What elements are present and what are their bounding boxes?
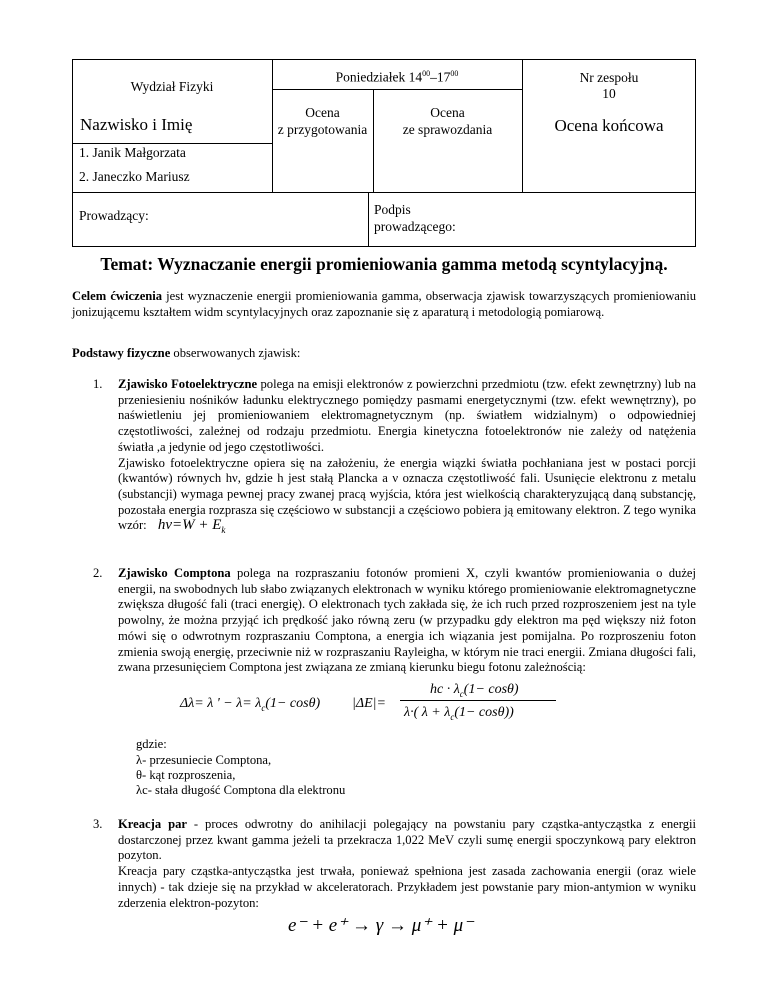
grade-final: Ocena końcowa (554, 116, 664, 135)
page-title: Temat: Wyznaczanie energii promieniowania gamma metodą scyntylacyjną. (100, 254, 668, 274)
name-label: Nazwisko i Imię (80, 115, 193, 134)
aim-paragraph: Celem ćwiczenia jest wyznaczenie energii promieniowania gamma, obserwacja zjawisk towarzyszących promieniowaniu jonizującemu kształtem widm scyntylacyjnych oraz zapoznanie się z aparaturą i metodologią pomiarową. (72, 289, 696, 319)
def-scatter-angle: θ- kąt rozproszenia, (136, 768, 236, 782)
fraction-bar (400, 700, 556, 701)
student-1: 1. Janik Małgorzata (79, 145, 186, 160)
item-2-number: 2. (93, 566, 103, 580)
faculty-label: Wydział Fizyki (130, 79, 214, 94)
item-1-number: 1. (93, 377, 103, 391)
pair-creation-reaction: e⁻ + e⁺ → γ → μ⁺ + μ⁻ (288, 915, 474, 936)
grade-prep-2: z przygotowania (277, 122, 368, 137)
where-label: gdzie: (136, 737, 167, 751)
grade-prep-1: Ocena (305, 105, 340, 120)
item-3-number: 3. (93, 817, 103, 831)
compton-formula-2-denominator: λ·( $\lambda + \lambda_c(1- \cos\theta)$) (404, 705, 514, 722)
compton-formula-1: Δλ= λ ' − $\lambda= \lambda_c(1- \cos\theta)$ (180, 696, 321, 713)
basics-heading: Podstawy fizyczne obserwowanych zjawisk: (72, 346, 301, 360)
photoelectric-formula: $h\nu=W + E_k$ (157, 517, 226, 536)
compton-formula-2-lhs: |ΔE|= (352, 696, 386, 711)
grade-report-1: Ocena (430, 105, 465, 120)
signature-label-2: prowadzącego: (374, 219, 456, 234)
compton-formula-2-numerator: hc · $\lambda_c(1- \cos\theta)$ (430, 682, 519, 699)
item-1-paragraph: Zjawisko Fotoelektryczne polega na emisji elektronów z powierzchni przedmiotu (tzw. efekt zewnętrzny) lub na przeniesieniu nośników ładunku elektrycznego pomiędzy pasmami energetycznymi (tzw. efekt wewnętrzny), po naświetleniu jej promieniowaniem elektromagnetycznym (np. światłem widzialnym) o odpowiedniej częstotliwości, zależnej od rodzaju przedmiotu. Energia kinetyczna fotoelektronów nie zależy od natężenia światła ,a jedynie od jego częstotliwości. Zjawisko fotoelektryczne opiera się na założeniu, że energia wiązki światła pochłaniana jest w postaci porcji (kwantów) równych hν, gdzie h jest stałą Plancka a ν oznacza częstotliwość fali. Usunięcie elektronu z metalu (substancji) wymaga pewnej pracy zwanej pracą wyjścia, która jest wielkością charakteryzującą daną substancję, pozostała energia rozprasza się częściowo w substancji a częściowo pobiera ją emitowany elektron. Z tego wynika wzór: $h\nu=W + E_k$ (118, 377, 696, 536)
item-2-paragraph: Zjawisko Comptona polega na rozpraszaniu fotonów promieni X, czyli kwantów promieniowania o dużej energii, na swobodnych lub słabo związanych elektronach w wyniku którego promieniowanie elektromagnetyczne zwiększa długość fali (traci energię). O elektronach tych zakłada się, że ich ruch przed rozproszeniem jest na tyle powolny, że można przyjąć ich prędkość jako równą zeru (w przypadku gdy elektron ma pęd większy niż foton mówi się o odwrotnym rozpraszaniu Comptona, a energia ich wiązania jest pomijalna. Po rozproszeniu foton zmienia swoją energię, przeciwnie niż w rozpraszaniu Rayleigha, w którym nie traci energii. Zmiana długości fali, zwana przesunięciem Comptona jest związana ze zmianą kierunku biegu fotonu zależnością: (118, 566, 697, 675)
day-time: Poniedziałek $14^{00}-17^{00}$ (335, 69, 459, 85)
header-table (72, 59, 696, 247)
signature-label-1: Podpis (374, 202, 411, 217)
def-compton-length: λc- stała długość Comptona dla elektronu (136, 783, 346, 797)
student-2: 2. Janeczko Mariusz (79, 169, 190, 184)
grade-report-2: ze sprawozdania (402, 122, 493, 137)
item-3-paragraph: Kreacja par - proces odwrotny do anihilacji polegający na powstaniu pary cząstka-antycząstka z energii dostarczonej przez kwant gamma jeżeli ta przekracza 1,022 MeV czyli sumę energii spoczynkową pary elektron pozyton. Kreacja pary cząstka-antycząstka jest trwała, ponieważ spełniona jest zasada zachowania energii (oraz wiele innych) - tak dzieje się na przykład w akceleratorach. Przykładem jest powstanie pary mion-antymion w wyniku zderzenia elektron-pozyton: (118, 817, 696, 910)
supervisor-label: Prowadzący: (79, 208, 149, 223)
team-number: 10 (602, 86, 616, 101)
def-compton-shift: λ- przesuniecie Comptona, (136, 753, 272, 767)
team-label: Nr zespołu (579, 70, 639, 85)
